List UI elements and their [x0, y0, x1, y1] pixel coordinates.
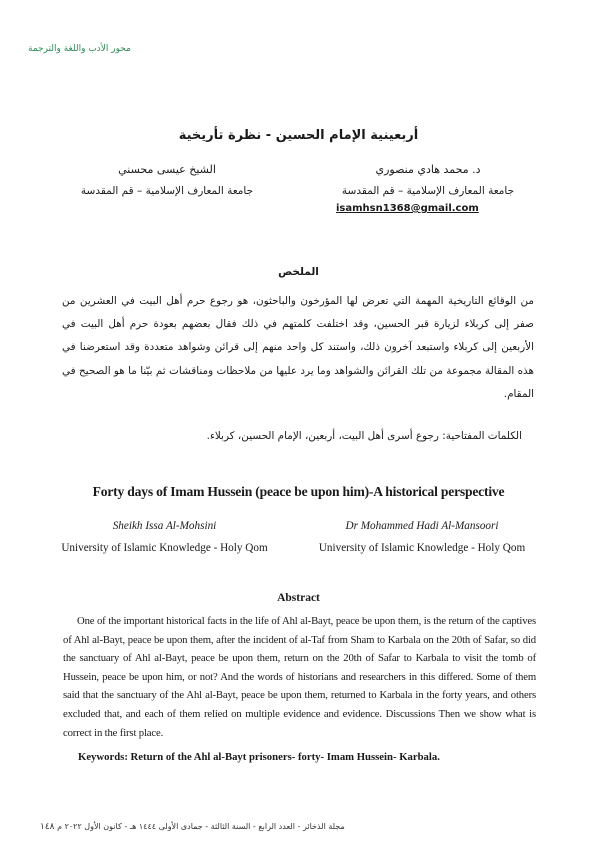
english-author-right-block: [302, 520, 542, 554]
english-keywords: [78, 751, 548, 763]
english-author-left-affiliation: University of Islamic Knowledge - Holy Qom: [61, 542, 268, 554]
arabic-author-left-name: الشيخ عيسى محسني: [118, 163, 216, 176]
english-author-right-name: Dr Mohammed Hadi Al-Mansoori: [345, 520, 499, 532]
author-email-link[interactable]: isamhsn1368@gmail.com: [336, 203, 479, 214]
arabic-abstract-heading: الملخص: [278, 266, 319, 278]
arabic-author-left-affiliation: جامعة المعارف الإسلامية – قم المقدسة: [80, 185, 254, 197]
arabic-title: أربعينية الإمام الحسين - نظرة تأريخية: [178, 128, 419, 143]
arabic-author-right-block: [318, 163, 538, 214]
arabic-author-right-name: د. محمد هادي منصوري: [375, 163, 481, 176]
page-number: ١٤٨: [40, 822, 55, 832]
footer-journal-info: مجلة الذخائر - العدد الرابع - السنة الثالثة - جمادى الأولى ١٤٤٤ هـ - كانون الأول ٢٠٢٢ م: [57, 822, 345, 831]
english-author-right-affiliation: University of Islamic Knowledge - Holy Qom: [318, 542, 526, 554]
english-keywords-label: Keywords: [78, 751, 125, 763]
arabic-author-right-affiliation: جامعة المعارف الإسلامية – قم المقدسة: [341, 185, 515, 197]
english-title: Forty days of Imam Hussein (peace be upon him)-A historical perspective: [92, 484, 505, 499]
english-author-left-name: Sheikh Issa Al-Mohsini: [112, 520, 217, 532]
english-keywords-text: : Return of the Ahl al-Bayt prisoners- forty- Imam Hussein- Karbala.: [124, 751, 440, 763]
arabic-author-left-block: [52, 163, 282, 197]
english-abstract-text: One of the important historical facts in the life of Ahl al-Bayt, peace be upon them, is the return of the captives of Ahl al-Bayt, peace be upon them, after the incident of al-Taf from Sham to Karbala on the 20th of Safar, so did the sanctuary of Ahl al-Bayt, peace be upon them, return on the 20th of Safar to Karbala to visit the tomb of Hussein, peace be upon him, or not? And the words of historians and researchers in this differed. Some of them said that the sanctuary of the Ahl al-Bayt, peace be upon them, returned to Karbala in the forty years, and others excluded that, and each of them relied on multiple evidence and evidence. Discussions Then we show what is correct in the first place.: [63, 615, 536, 739]
arabic-abstract-text: من الوقائع التاريخية المهمة التي تعرض لها المؤرخون والباحثون، هو رجوع حرم أهل البيت في العشرين من صفر إلى كربلاء لزيارة قبر الحسين، وقد اختلفت كلمتهم في ذلك فقال بعضهم بعودة حرم أهل البيت في الأربعين إلى كربلاء واستبعد آخرون ذلك، واستند كل واحد منهم إلى قرائن وشواهد متعددة وقد استعرضنا في هذه المقالة مجموعة من تلك القرائن والشواهد وما يرد عليها من ملاحظات ومناقشات ثم بيّنا ما هو الصحيح في المقام.: [62, 295, 534, 400]
arabic-keywords: الكلمات المفتاحية: رجوع أسرى أهل البيت، أربعين، الإمام الحسين، كربلاء.: [206, 430, 522, 442]
section-header-label: محور الأدب واللغة والترجمة: [28, 44, 131, 54]
english-abstract-heading: Abstract: [277, 592, 320, 604]
english-author-left-block: [52, 520, 277, 554]
